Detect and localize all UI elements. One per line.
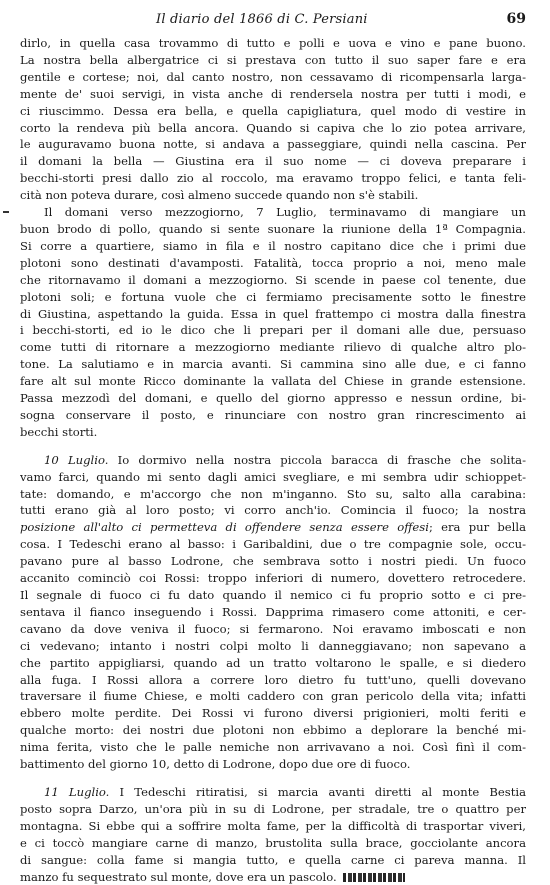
text-line: plotoni soli; e fortuna vuole che ci fermiamo precisamente sotto le finestre — [20, 289, 526, 306]
text-line: qualche morto: dei nostri due plotoni non ebbimo a deplorare la benché mi- — [20, 722, 526, 739]
text-line: dirlo, in quella casa trovammo di tutto e polli e uova e vino e pane buono. — [20, 35, 526, 52]
text-line: cosa. I Tedeschi erano al basso: i Garibaldini, due o tre compagnie sole, occu- — [20, 536, 526, 553]
text-line: Passa mezzodì del domani, e quello del giorno appresso e nessun ordine, bi- — [20, 390, 526, 407]
text-line: Il segnale di fuoco ci fu dato quando il nemico ci fu proprio sotto e ci pre- — [20, 587, 526, 604]
ink-smudge — [343, 873, 405, 882]
text-line: montagna. Si ebbe qui a soffrire molta fame, per la difficoltà di trasportar viveri, — [20, 818, 526, 835]
text-line: ci vedevano; intanto i nostri colpi molto li danneggiavano; non sapevano a — [20, 638, 526, 655]
entry-date: 10 Luglio. — [44, 453, 108, 467]
text-line: 10 Luglio. Io dormivo nella nostra piccola baracca di frasche che solita- — [20, 452, 526, 469]
text-line: posto sopra Darzo, un'ora più in su di Lodrone, per stradale, tre o quattro per — [20, 801, 526, 818]
paragraph-gap — [20, 773, 526, 784]
margin-mark — [3, 211, 9, 213]
text-line: come tutti di ritornare a mezzogiorno mediante rilievo di qualche altro plo- — [20, 339, 526, 356]
text-line: sogna conservare il posto, e rinunciare con nostro gran rincrescimento ai — [20, 407, 526, 424]
paragraph — [20, 35, 526, 204]
text-line: cità non poteva durare, così almeno succede quando non s'è stabili. — [20, 187, 526, 204]
text-line: posizione all'alto ci permetteva di offendere senza essere offesi; era pur bella — [20, 519, 526, 536]
text-line: tone. La salutiamo e in marcia avanti. Si cammina sino alle due, e ci fanno — [20, 356, 526, 373]
paragraph — [20, 204, 526, 441]
text-line: che partito appigliarsi, quando ad un tratto voltarono le spalle, e si diedero — [20, 655, 526, 672]
text-line: gentile e cortese; noi, dal canto nostro, non cessavamo di ricompensarla larga- — [20, 69, 526, 86]
paragraph — [20, 452, 526, 773]
text-line: sentava il fianco inseguendo i Rossi. Dapprima rimasero come attoniti, e cer- — [20, 604, 526, 621]
paragraph — [20, 784, 526, 885]
text-line: mente de' suoi servigi, in vista anche di rendersela nostra per tutti i modi, e — [20, 86, 526, 103]
text-line: ci riuscimmo. Dessa era bella, e quella capigliatura, quel modo di vestire in — [20, 103, 526, 120]
text-line: battimento del giorno 10, detto di Lodrone, dopo due ore di fuoco. — [20, 756, 526, 773]
text-line: di Giustina, aspettando la guida. Essa in quel frattempo ci mostra dalla finestra — [20, 306, 526, 323]
text-line: traversare il fiume Chiese, e molti caddero con gran pericolo della vita; infatti — [20, 688, 526, 705]
text-line: 11 Luglio. I Tedeschi ritiratisi, si marcia avanti diretti al monte Bestia — [20, 784, 526, 801]
text-line: alla fuga. I Rossi allora a correre loro dietro fu tutt'uno, quelli dovevano — [20, 672, 526, 689]
page-header — [20, 8, 526, 32]
emphasized-phrase: posizione all'alto ci permetteva di offendere senza essere offesi — [20, 520, 429, 534]
text-line: Il domani verso mezzogiorno, 7 Luglio, terminavamo di mangiare un — [20, 204, 526, 221]
text-line: il domani la bella — Giustina era il suo nome — ci doveva preparare i — [20, 153, 526, 170]
running-title: Il diario del 1866 di C. Persiani — [156, 12, 368, 27]
text-line: e ci toccò mangiare carne di manzo, brustolita sulla brace, gocciolante ancora — [20, 835, 526, 852]
text-line: pavano pure al basso Lodrone, che sembrava sotto i nostri piedi. Un fuoco — [20, 553, 526, 570]
text-line: Si corre a quartiere, siamo in fila e il nostro capitano dice che i primi due — [20, 238, 526, 255]
text-line: La nostra bella albergatrice ci si prestava con tutto il suo saper fare e era — [20, 52, 526, 69]
text-line: nima ferita, visto che le palle nemiche non arrivavano a noi. Così finì il com- — [20, 739, 526, 756]
body-text — [20, 35, 526, 885]
paragraph-gap — [20, 441, 526, 452]
text-line: di sangue: colla fame si mangia tutto, e quella carne ci pareva manna. Il — [20, 852, 526, 869]
text-line: i becchi-storti, ed io le dico che li prepari per il domani alle due, persuaso — [20, 322, 526, 339]
text-line: tate: domando, e m'accorgo che non m'inganno. Sto su, salto alla carabina: — [20, 486, 526, 503]
text-line: accanito cominciò coi Rossi: troppo inferiori di numero, dovettero retrocedere. — [20, 570, 526, 587]
text-line: becchi storti. — [20, 424, 526, 441]
text-line: buon brodo di pollo, quando si sente suonare la riunione della 1ª Compagnia. — [20, 221, 526, 238]
page-number: 69 — [507, 11, 526, 27]
text-line: plotoni sono destinati d'avamposti. Fatalità, tocca proprio a noi, meno male — [20, 255, 526, 272]
text-line: vamo farci, quando mi sento dagli amici svegliare, e mi sembra udir schioppet- — [20, 469, 526, 486]
text-line: becchi-storti presi dallo zio al roccolo, ma eravamo troppo felici, e tanta feli- — [20, 170, 526, 187]
text-line: che ritornavamo il domani a mezzogiorno. Si scende in paese col tenente, due — [20, 272, 526, 289]
text-line: tutti erano già al loro posto; vi corro anch'io. Comincia il fuoco; la nostra — [20, 502, 526, 519]
text-line: corto la rendeva più bella ancora. Quando si capiva che lo zio potea arrivare, — [20, 120, 526, 137]
text-line: fare alt sul monte Ricco dominante la vallata del Chiese in grande estensione. — [20, 373, 526, 390]
text-line: ebbero molte perdite. Dei Rossi vi furono diversi prigionieri, molti feriti e — [20, 705, 526, 722]
text-line: manzo fu sequestrato sul monte, dove era un pascolo. — [20, 869, 526, 885]
entry-date: 11 Luglio. — [44, 785, 109, 799]
text-line: cavano da dove veniva il fuoco; si fermarono. Noi eravamo imboscati e non — [20, 621, 526, 638]
text-line: le auguravamo buona notte, si andava a passeggiare, quindi nella cascina. Per — [20, 136, 526, 153]
